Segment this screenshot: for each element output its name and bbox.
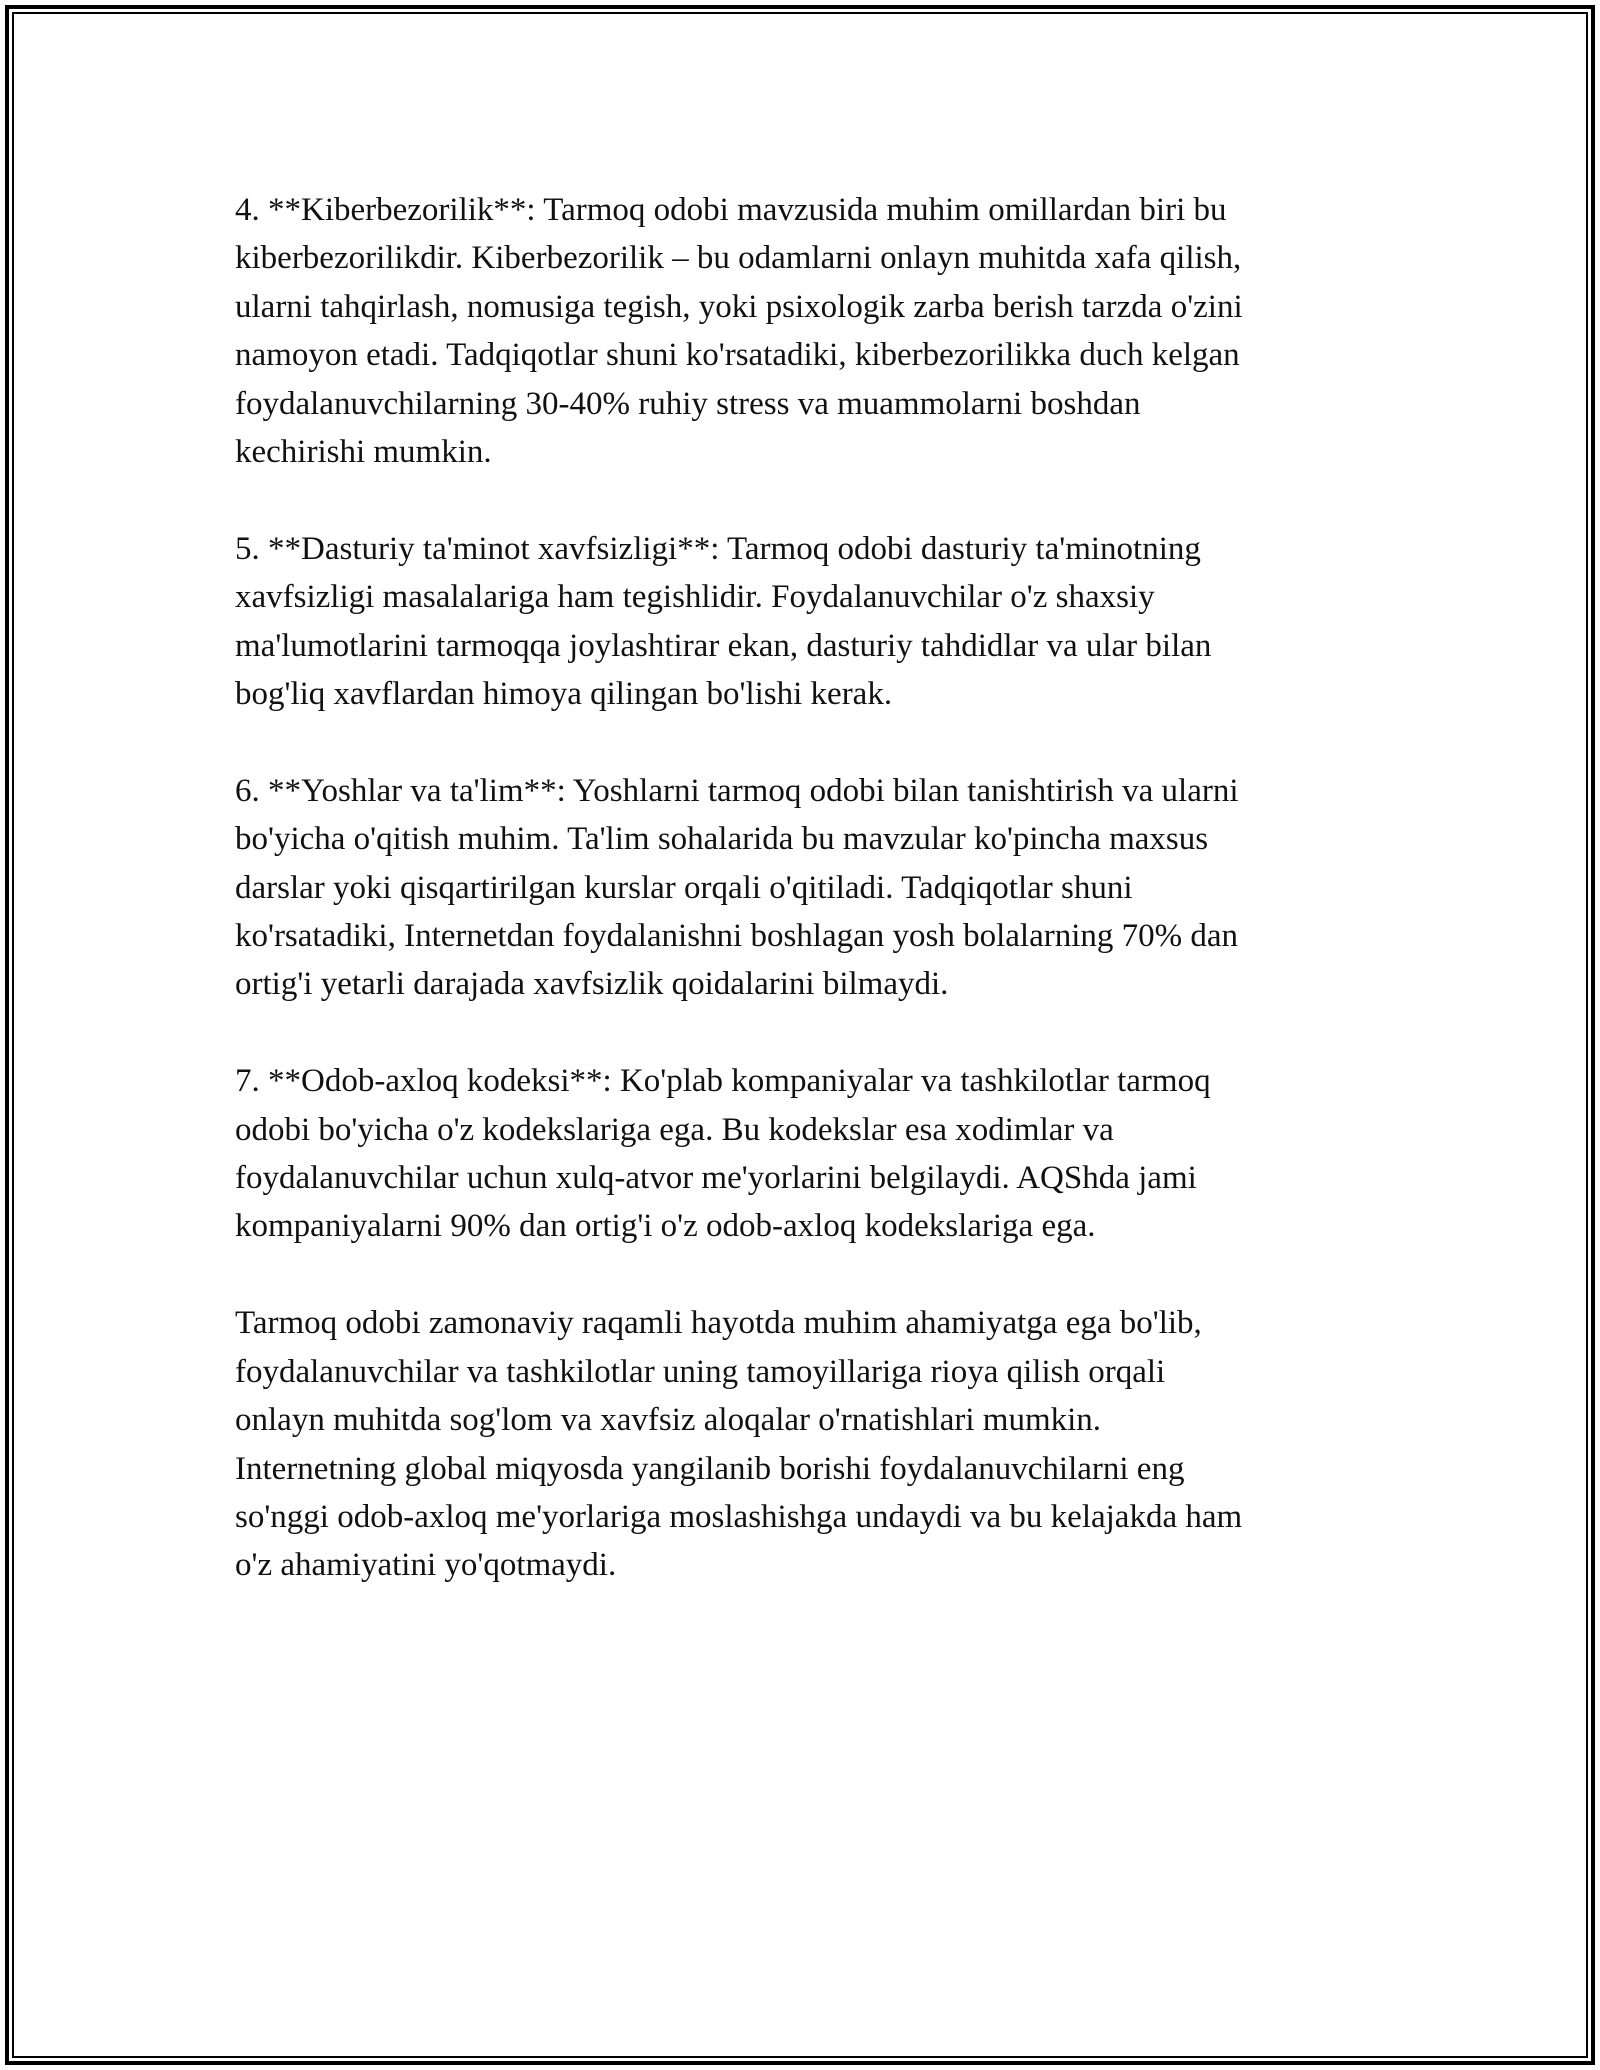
text-line: 7. **Odob-axloq kodeksi**: Ko'plab kompaniyalar va tashkilotlar tarmoq — [235, 1063, 1211, 1100]
text-line: foydalanuvchilar uchun xulq-atvor me'yorlarini belgilaydi. AQShda jami — [235, 1160, 1197, 1197]
text-line: bo'yicha o'qitish muhim. Ta'lim sohalarida bu mavzular ko'pincha maxsus — [235, 821, 1209, 858]
text-line: 5. **Dasturiy ta'minot xavfsizligi**: Tarmoq odobi dasturiy ta'minotning — [235, 530, 1201, 567]
paragraph-kiberbezorilik — [235, 186, 1375, 476]
text-line: namoyon etadi. Tadqiqotlar shuni ko'rsatadiki, kiberbezorilikka duch kelgan — [235, 337, 1240, 374]
text-line: ma'lumotlarini tarmoqqa joylashtirar ekan, dasturiy tahdidlar va ular bilan — [235, 627, 1212, 664]
text-line: Internetning global miqyosda yangilanib borishi foydalanuvchilarni eng — [235, 1450, 1185, 1487]
text-line: 4. **Kiberbezorilik**: Tarmoq odobi mavzusida muhim omillardan biri bu — [235, 192, 1227, 228]
text-line: so'nggi odob-axloq me'yorlariga moslashishga undaydi va bu kelajakda ham — [235, 1498, 1243, 1535]
text-line: darslar yoki qisqartirilgan kurslar orqali o'qitiladi. Tadqiqotlar shuni — [235, 869, 1133, 906]
document-body — [235, 186, 1375, 1590]
text-line: 6. **Yoshlar va ta'lim**: Yoshlarni tarmoq odobi bilan tanishtirish va ularni — [235, 772, 1239, 809]
paragraph-odob-axloq-kodeksi — [235, 1057, 1375, 1251]
text-line: onlayn muhitda sog'lom va xavfsiz aloqalar o'rnatishlari mumkin. — [235, 1402, 1102, 1439]
text-line: foydalanuvchilarning 30-40% ruhiy stress va muammolarni boshdan — [235, 385, 1141, 422]
text-line: bog'liq xavflardan himoya qilingan bo'lishi kerak. — [235, 676, 893, 713]
text-line: ularni tahqirlash, nomusiga tegish, yoki psixologik zarba berish tarzda o'zini — [235, 288, 1243, 325]
text-line: odobi bo'yicha o'z kodekslariga ega. Bu kodekslar esa xodimlar va — [235, 1111, 1114, 1148]
paragraph-conclusion — [235, 1299, 1375, 1589]
text-line: o'z ahamiyatini yo'qotmaydi. — [235, 1547, 617, 1584]
text-line: kiberbezorilikdir. Kiberbezorilik – bu odamlarni onlayn muhitda xafa qilish, — [235, 240, 1242, 277]
paragraph-dasturiy-taminot — [235, 525, 1375, 719]
text-line: ortig'i yetarli darajada xavfsizlik qoidalarini bilmaydi. — [235, 966, 949, 1003]
text-line: Tarmoq odobi zamonaviy raqamli hayotda muhim ahamiyatga ega bo'lib, — [235, 1305, 1202, 1342]
paragraph-yoshlar-talim — [235, 767, 1375, 1009]
text-line: ko'rsatadiki, Internetdan foydalanishni boshlagan yosh bolalarning 70% dan — [235, 918, 1239, 955]
text-line: kechirishi mumkin. — [235, 434, 492, 471]
text-line: kompaniyalarni 90% dan ortig'i o'z odob-axloq kodekslariga ega. — [235, 1208, 1096, 1245]
text-line: xavfsizligi masalalariga ham tegishlidir. Foydalanuvchilar o'z shaxsiy — [235, 579, 1155, 616]
text-line: foydalanuvchilar va tashkilotlar uning tamoyillariga rioya qilish orqali — [235, 1353, 1166, 1390]
